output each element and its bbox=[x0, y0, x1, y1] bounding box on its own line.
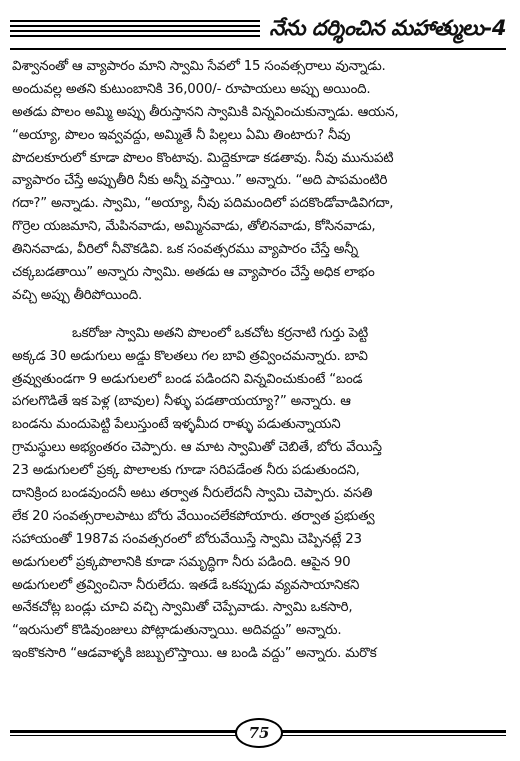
text-line: గొర్రెల యజమాని, మేపినవాడు, అమ్మినవాడు, తోలినవాడు, కోసినవాడు, bbox=[12, 219, 376, 235]
text-line: విశ్వానంతో ఆ వ్యాపారం మాని స్వామి సేవలో 15 సంవత్సరాలు వున్నాడు. bbox=[12, 59, 386, 74]
book-title: నేను దర్శించిన మహాత్ములు-4 bbox=[269, 16, 506, 40]
text-line: 23 అడుగులలో ప్రక్క పొలాలకు గూడా సరిపడేంత నీరు పడుతుందని, bbox=[12, 463, 360, 479]
text-line: పొదలకూరులో కూడా పొలం కొంటావు. మిద్దెకూడా కడతావు. నీవు మునుపటి bbox=[12, 150, 394, 166]
text-line: గ్రామస్థులు అభ్యంతరం చెప్పారు. ఆ మాట స్వామితో చెబితే, బోరు వేయిస్తే bbox=[12, 440, 382, 456]
text-line: ఇంకొకసారి “ఆడవాళ్ళకి జబ్బులొస్తాయి. ఆ బండి వద్దు” అన్నారు. మరొక bbox=[12, 646, 377, 662]
page-body bbox=[12, 56, 508, 666]
text-line: “అయ్యా, పొలం ఇవ్వవద్దు, అమ్మితే నీ పిల్లలు ఏమి తింటారు? నీవు bbox=[12, 127, 351, 143]
page-number: 75 bbox=[235, 718, 283, 748]
text-line: తినినవాడు, వీరిలో నీవొకడివి. ఒక సంవత్సరము వ్యాపారం చేస్తే అన్నీ bbox=[12, 242, 358, 258]
text-line: దానిక్రింద బండవుందనీ అటు తర్వాత నీరులేదనీ స్వామి చెప్పారు. వసతి bbox=[12, 486, 373, 502]
paragraph-gap bbox=[12, 308, 508, 323]
text-line: ఒకరోజు స్వామి అతని పొలంలో ఒకచోట కర్రనాటి గుర్తు పెట్టి bbox=[72, 325, 369, 341]
text-line: అక్కడ 30 అడుగులు అడ్డు కొలతలు గల బావి త్రవ్వించమన్నారు. బావి bbox=[12, 348, 368, 364]
running-header bbox=[10, 8, 506, 48]
header-rule bbox=[10, 48, 506, 50]
text-line: వచ్చి అప్పు తీరిపోయింది. bbox=[12, 287, 143, 303]
text-line: చక్కబడతాయి” అన్నారు స్వామి. అతడు ఆ వ్యాపారం చేస్తే అధిక లాభం bbox=[12, 265, 375, 281]
text-line: అడుగులలో త్రవ్వించినా నీరులేదు. ఇతడే ఒకప్పుడు వ్యవసాయానికని bbox=[12, 577, 360, 593]
text-line: అందువల్ల అతని కుటుంబానికి 36,000/- రూపాయలు అప్పు అయింది. bbox=[12, 81, 371, 97]
text-line: అనేకచోట్ల బండ్లు చూచి వచ్చి స్వామితో చెప్పేవాడు. స్వామి ఒకసారి, bbox=[12, 600, 353, 616]
paragraph-1 bbox=[12, 56, 508, 308]
text-line: గదా?” అన్నాడు. స్వామి, “అయ్యా, నీవు పదిమందిలో పదకొండోవాడివిగదా, bbox=[12, 196, 394, 212]
text-line: బండను మందుపెట్టి పేలుస్తుంటే ఇళ్ళమీద రాళ్ళు పడుతున్నాయని bbox=[12, 417, 341, 433]
text-line: పగలగొడితే ఇక పెళ్ల (బావుల) నీళ్ళు పడతాయయ్యా?” అన్నారు. ఆ bbox=[12, 394, 351, 410]
text-line: “ఇరుసులో కొడివుంజులు పోట్లాడుతున్నాయి. అదివద్దు” అన్నారు. bbox=[12, 623, 342, 639]
header-decorative-lines bbox=[10, 20, 260, 38]
paragraph-2 bbox=[12, 323, 508, 666]
text-line: త్రవ్వుతుండగా 9 అడుగులలో బండ పడిందని విన్నవించుకుంటే “బండ bbox=[12, 371, 363, 387]
text-line: లేక 20 సంవత్సరాలపాటు బోరు వేయించలేకపోయారు. తర్వాత ప్రభుత్వ bbox=[12, 508, 375, 524]
text-line: వ్యాపారం చేస్తే అప్పుతీరి నీకు అన్నీ వస్తాయి.” అన్నారు. “అది పాపమంటిరి bbox=[12, 173, 388, 189]
page-footer bbox=[10, 716, 506, 750]
text-line: అడుగులలో ప్రక్కపొలానికి కూడా సమృద్ధిగా నీరు పడింది. ఆపైన 90 bbox=[12, 554, 351, 570]
text-line: సహాయంతో 1987వ సంవత్సరంలో బోరువేయిస్తే స్వామి చెప్పినట్లే 23 bbox=[12, 531, 362, 547]
text-line: అతడు పొలం అమ్మి అప్పు తీరుస్తానని స్వామికి విన్నవించుకున్నాడు. ఆయన, bbox=[12, 104, 399, 120]
